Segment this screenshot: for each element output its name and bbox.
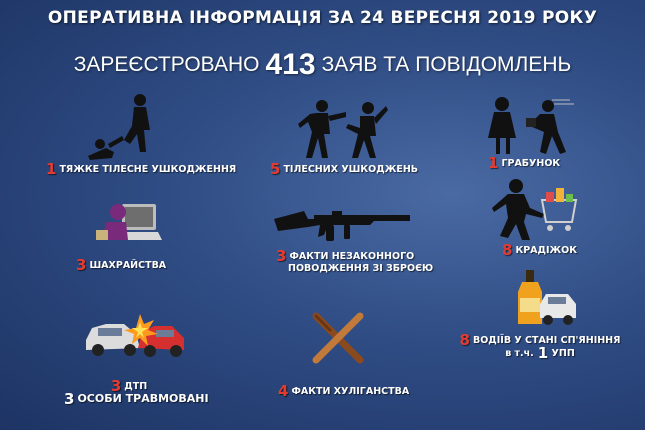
hooligan-caption <box>278 382 410 400</box>
robbery-icon <box>486 94 576 156</box>
theft-caption <box>502 241 577 259</box>
drunk-line2-count: 1 <box>537 344 549 362</box>
weapons-label-line1: ФАКТИ НЕЗАКОННОГО <box>289 251 415 262</box>
drunk-line2-prefix: в т.ч. <box>505 348 534 359</box>
robbery-label: ГРАБУНОК <box>501 158 561 169</box>
weapons-count: 3 <box>276 247 287 265</box>
crossed-bats-icon <box>310 310 366 366</box>
traffic-caption <box>64 377 209 408</box>
weapons-label-line2: ПОВОДЖЕННЯ ЗІ ЗБРОЄЮ <box>288 263 434 274</box>
bodily-label: ТІЛЕСНИХ УШКОДЖЕНЬ <box>283 164 419 175</box>
injury-count: 1 <box>46 160 57 178</box>
fraud-count: 3 <box>76 256 87 274</box>
hooligan-count: 4 <box>278 382 289 400</box>
injury-label: ТЯЖКЕ ТІЛЕСНЕ УШКОДЖЕННЯ <box>59 164 237 175</box>
fraud-label: ШАХРАЙСТВА <box>89 260 167 271</box>
injured-count: 3 <box>64 390 75 408</box>
traffic-count: 3 <box>110 377 122 395</box>
registered-suffix: ЗАЯВ ТА ПОВІДОМЛЕНЬ <box>321 53 572 76</box>
rifle-icon <box>274 205 414 243</box>
robbery-caption <box>488 154 561 172</box>
thief-cart-icon <box>490 178 580 242</box>
registered-summary <box>0 48 645 82</box>
injury-caption <box>46 160 237 178</box>
fraud-caption <box>76 256 167 274</box>
drunk-caption <box>455 331 625 362</box>
registered-count: 413 <box>265 48 316 81</box>
drunk-label-line1: ВОДІЇВ У СТАНІ СП'ЯНІННЯ <box>472 335 621 346</box>
robbery-count: 1 <box>488 154 499 172</box>
assault-icon <box>84 92 164 162</box>
bottle-car-icon <box>506 268 578 328</box>
injured-label: ОСОБИ ТРАВМОВАНІ <box>77 392 209 405</box>
drunk-count: 8 <box>459 331 470 349</box>
registered-prefix: ЗАРЕЄСТРОВАНО <box>73 53 260 76</box>
bodily-count: 5 <box>270 160 281 178</box>
page-title: ОПЕРАТИВНА ІНФОРМАЦІЯ ЗА 24 ВЕРЕСНЯ 2019 РОКУ <box>47 8 598 28</box>
theft-count: 8 <box>502 241 513 259</box>
traffic-label: ДТП <box>124 381 148 392</box>
drunk-line2-suffix: УПП <box>551 348 575 359</box>
weapons-caption <box>276 247 434 275</box>
hacker-icon <box>92 200 162 250</box>
fight-icon <box>298 98 388 160</box>
hooligan-label: ФАКТИ ХУЛІГАНСТВА <box>291 386 410 397</box>
car-crash-icon <box>84 310 186 362</box>
bodily-caption <box>270 160 419 178</box>
theft-label: КРАДІЖОК <box>515 245 577 256</box>
